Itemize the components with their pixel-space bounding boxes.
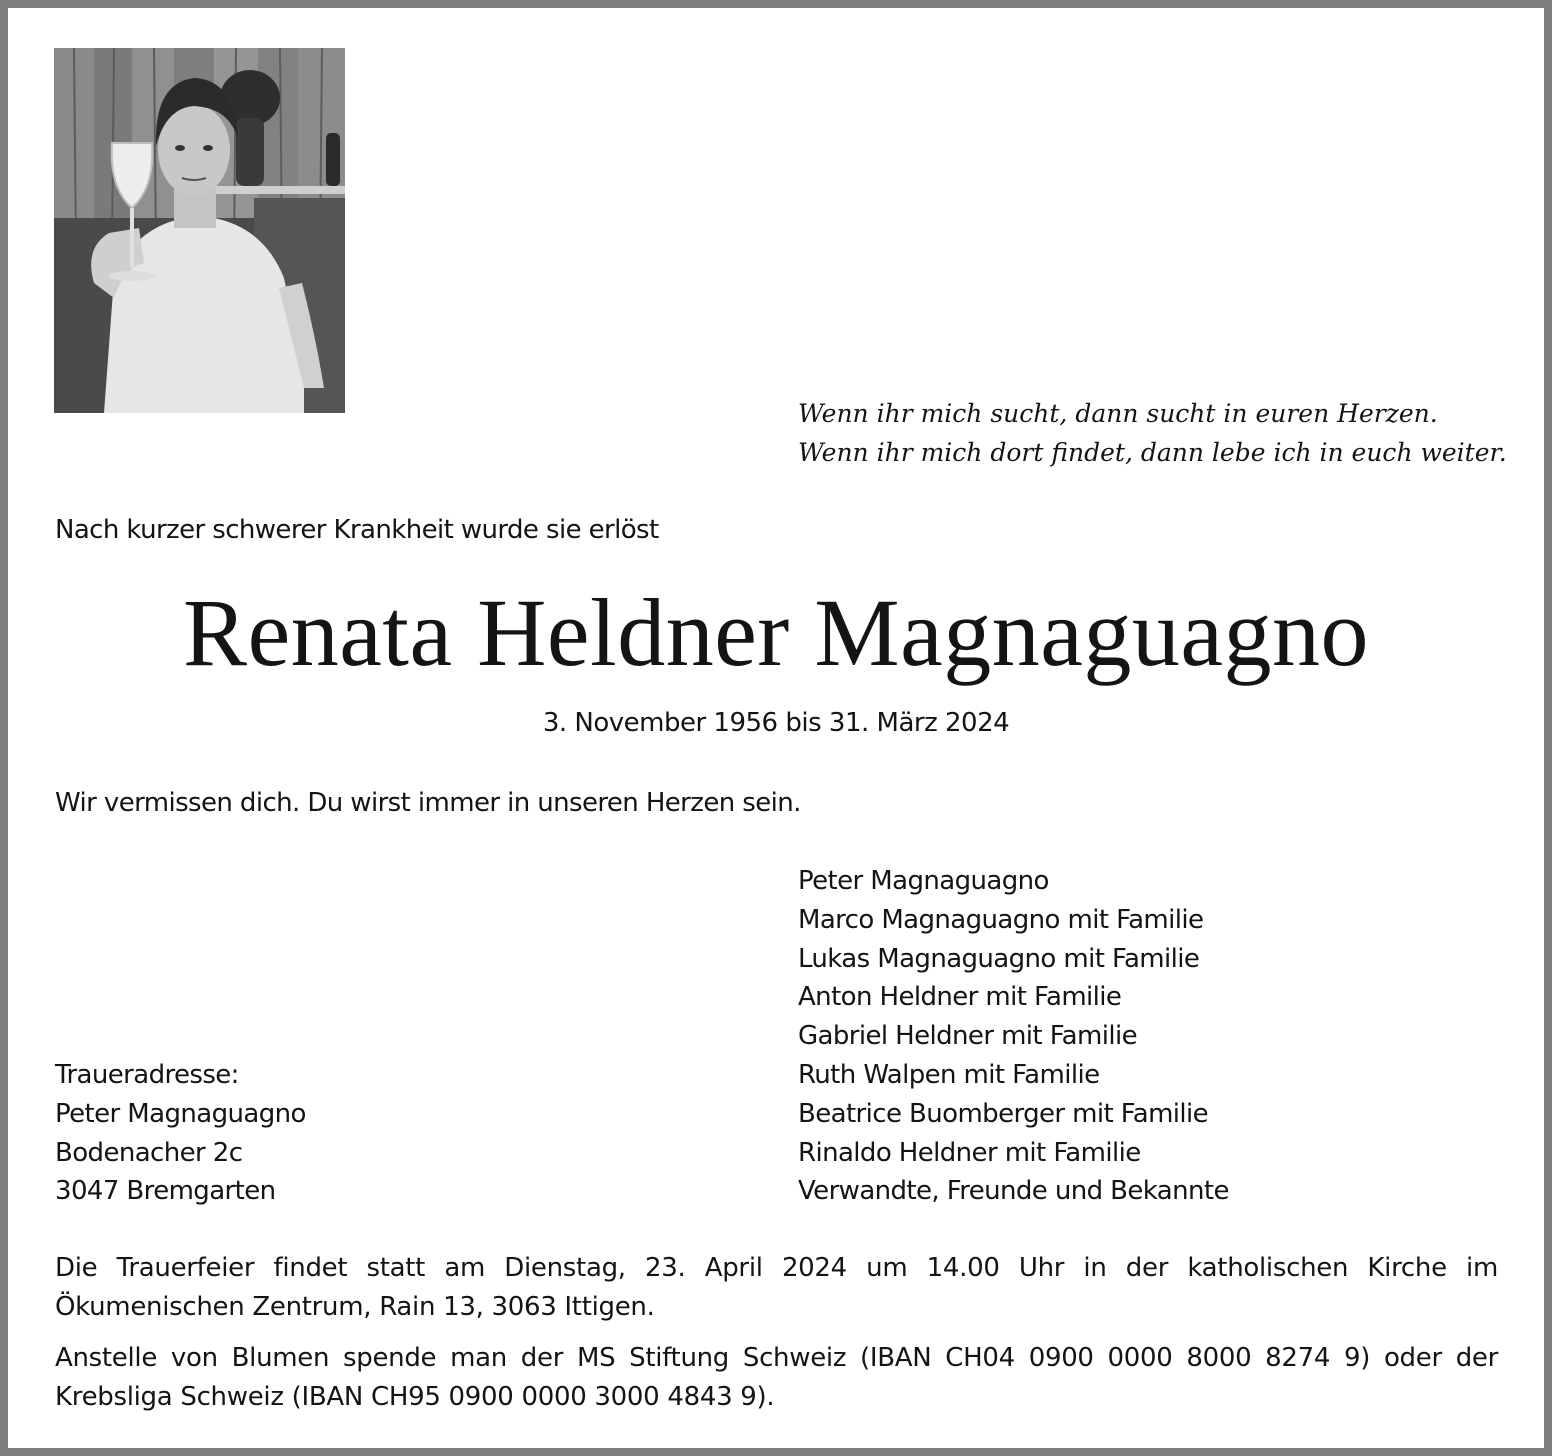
mourner-item: Rinaldo Heldner mit Familie bbox=[798, 1137, 1141, 1168]
mourner-item: Gabriel Heldner mit Familie bbox=[798, 1021, 1137, 1052]
mourner-item: Verwandte, Freunde und Bekannte bbox=[798, 1176, 1229, 1207]
portrait-photo bbox=[54, 48, 345, 413]
address-street: Bodenacher 2c bbox=[55, 1137, 243, 1168]
donation-info: Anstelle von Blumen spende man der MS Stiftung Schweiz (IBAN CH04 0900 0000 8000 8274 9) oder der Krebsliga Schweiz (IBAN CH95 0900 0000 3000 4843 9). bbox=[55, 1343, 1498, 1412]
mourner-item: Beatrice Buomberger mit Familie bbox=[798, 1098, 1209, 1129]
mourner-item: Anton Heldner mit Familie bbox=[798, 982, 1122, 1013]
mourners-list bbox=[798, 862, 1229, 1211]
mourner-item: Ruth Walpen mit Familie bbox=[798, 1059, 1100, 1090]
intro-text: Nach kurzer schwerer Krankheit wurde sie erlöst bbox=[55, 515, 659, 545]
address-city: 3047 Bremgarten bbox=[55, 1176, 276, 1207]
life-dates: 3. November 1956 bis 31. März 2024 bbox=[542, 708, 1010, 738]
ceremony-info: Die Trauerfeier findet statt am Dienstag, 23. April 2024 um 14.00 Uhr in der katholischen Kirche im Ökumenischen Zentrum, Rain 13, 3063 Ittigen. bbox=[55, 1253, 1498, 1322]
mourner-item: Marco Magnaguagno mit Familie bbox=[798, 904, 1204, 935]
deceased-name: Renata Heldner Magnaguagno bbox=[183, 579, 1369, 686]
address-name: Peter Magnaguagno bbox=[55, 1098, 306, 1129]
quote-line-2: Wenn ihr mich dort findet, dann lebe ich in euch weiter. bbox=[798, 438, 1507, 467]
quote-line-1: Wenn ihr mich sucht, dann sucht in euren Herzen. bbox=[798, 399, 1438, 428]
address-label: Traueradresse: bbox=[55, 1060, 239, 1090]
mourning-address bbox=[55, 1056, 306, 1211]
mourner-item: Peter Magnaguagno bbox=[798, 866, 1049, 896]
farewell-message: Wir vermissen dich. Du wirst immer in unseren Herzen sein. bbox=[55, 788, 801, 818]
memorial-quote bbox=[798, 394, 1518, 472]
mourner-item: Lukas Magnaguagno mit Familie bbox=[798, 943, 1200, 974]
